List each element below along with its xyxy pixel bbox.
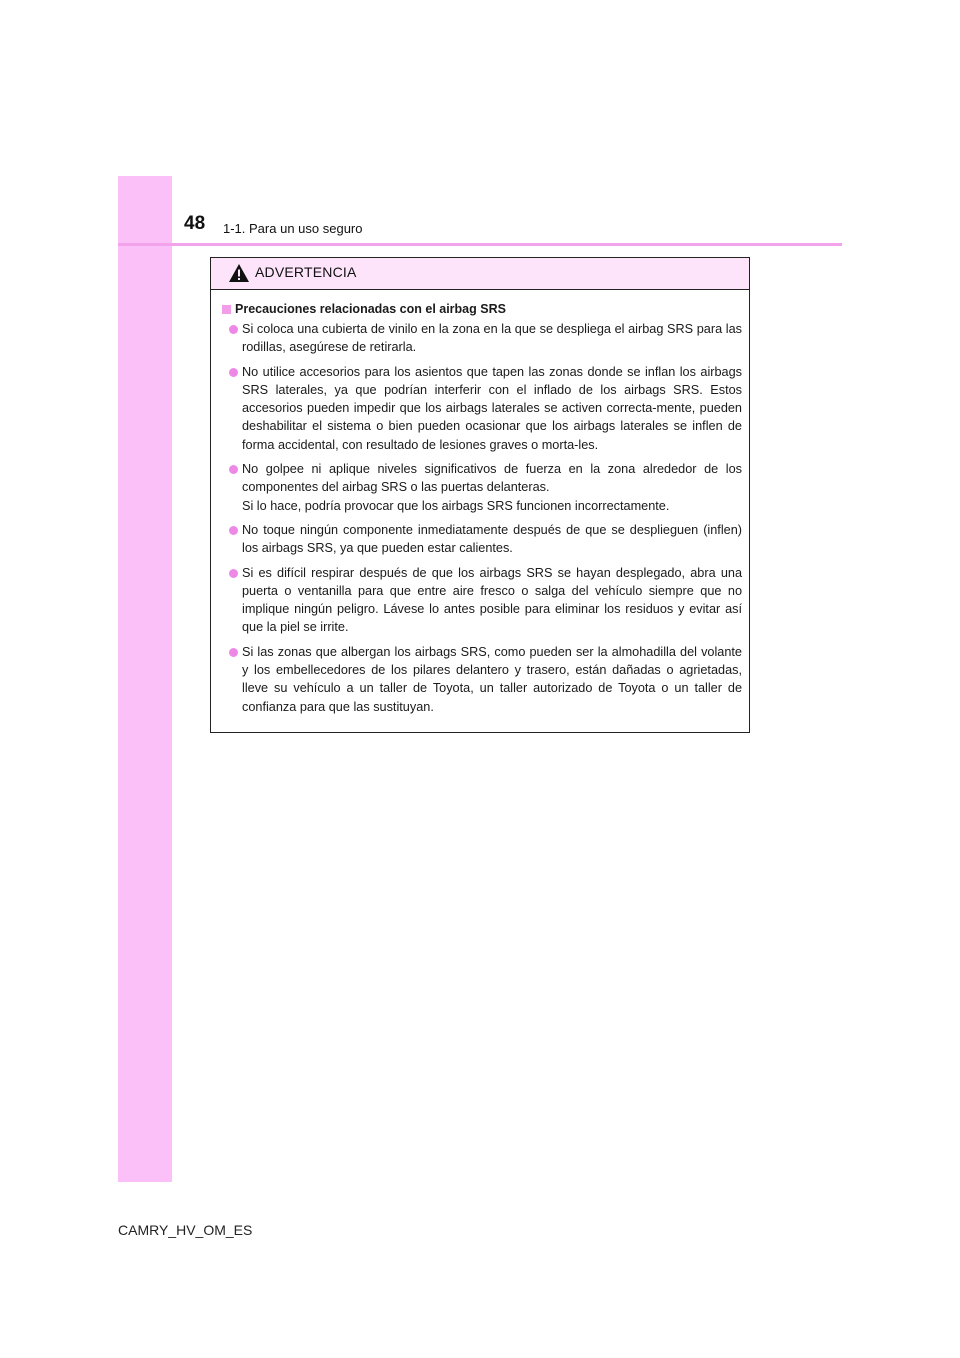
list-item [222, 363, 742, 454]
warning-triangle-icon [228, 263, 250, 283]
list-item-text: Si coloca una cubierta de vinilo en la zona en la que se despliega el airbag SRS para las rodillas, asegúrese de retirarla. [242, 322, 742, 355]
page-number: 48 [184, 213, 206, 234]
side-color-band [118, 176, 172, 1182]
warning-title: ADVERTENCIA [255, 264, 357, 280]
list-item [222, 521, 742, 558]
list-item-text: Si las zonas que albergan los airbags SRS, como pueden ser la almohadilla del volante y los embellecedores de los pilares delantero y trasero, están dañadas o agrietadas, lleve su vehículo a un taller de Toyota, un taller autorizado de Toyota o un taller de confianza para que las sustituyan. [242, 644, 742, 714]
warning-list [222, 320, 742, 716]
list-item [222, 320, 742, 357]
warning-subheading-text: Precauciones relacionadas con el airbag SRS [235, 302, 506, 316]
footer-document-code: CAMRY_HV_OM_ES [118, 1222, 253, 1238]
list-item [222, 643, 742, 716]
bullet-dot-icon [229, 368, 238, 377]
list-item-text: No utilice accesorios para los asientos que tapen las zonas donde se inflan los airbags SRS laterales, ya que podrían interferir con el inflado de los airbags SRS. Estos accesorios pueden impedir que los airbags laterales se activen correcta-mente, pueden deshabilitar el sistema o bien pueden ocasionar que los airbags laterales se inflen de forma accidental, con resultado de lesiones graves o morta-les. [242, 364, 742, 452]
bullet-dot-icon [229, 465, 238, 474]
bullet-dot-icon [229, 325, 238, 334]
warning-box [210, 257, 750, 733]
list-item [222, 460, 742, 515]
warning-body [211, 290, 749, 716]
warning-header [211, 258, 749, 290]
bullet-dot-icon [229, 569, 238, 578]
list-item-text: Si es difícil respirar después de que los airbags SRS se hayan desplegado, abra una puerta o ventanilla para que entre aire fresco o salga del vehículo siempre que no implique ningún peligro. Lávese lo antes posible para eliminar los residuos y evitar así que la piel se irrite. [242, 565, 742, 635]
warning-subheading [222, 300, 742, 318]
bullet-dot-icon [229, 648, 238, 657]
header-rule [118, 243, 842, 246]
list-item-text: No golpee ni aplique niveles significativos de fuerza en la zona alrededor de los componentes del airbag SRS o las puertas delanteras. Si lo hace, podría provocar que los airbags SRS funcionen incorrectamente. [242, 462, 742, 513]
list-item-text: No toque ningún componente inmediatamente después de que se desplieguen (inflen) los airbags SRS, ya que pueden estar calientes. [242, 522, 742, 556]
bullet-dot-icon [229, 526, 238, 535]
list-item [222, 564, 742, 637]
section-title: 1-1. Para un uso seguro [223, 221, 363, 236]
square-bullet-icon [222, 305, 231, 314]
